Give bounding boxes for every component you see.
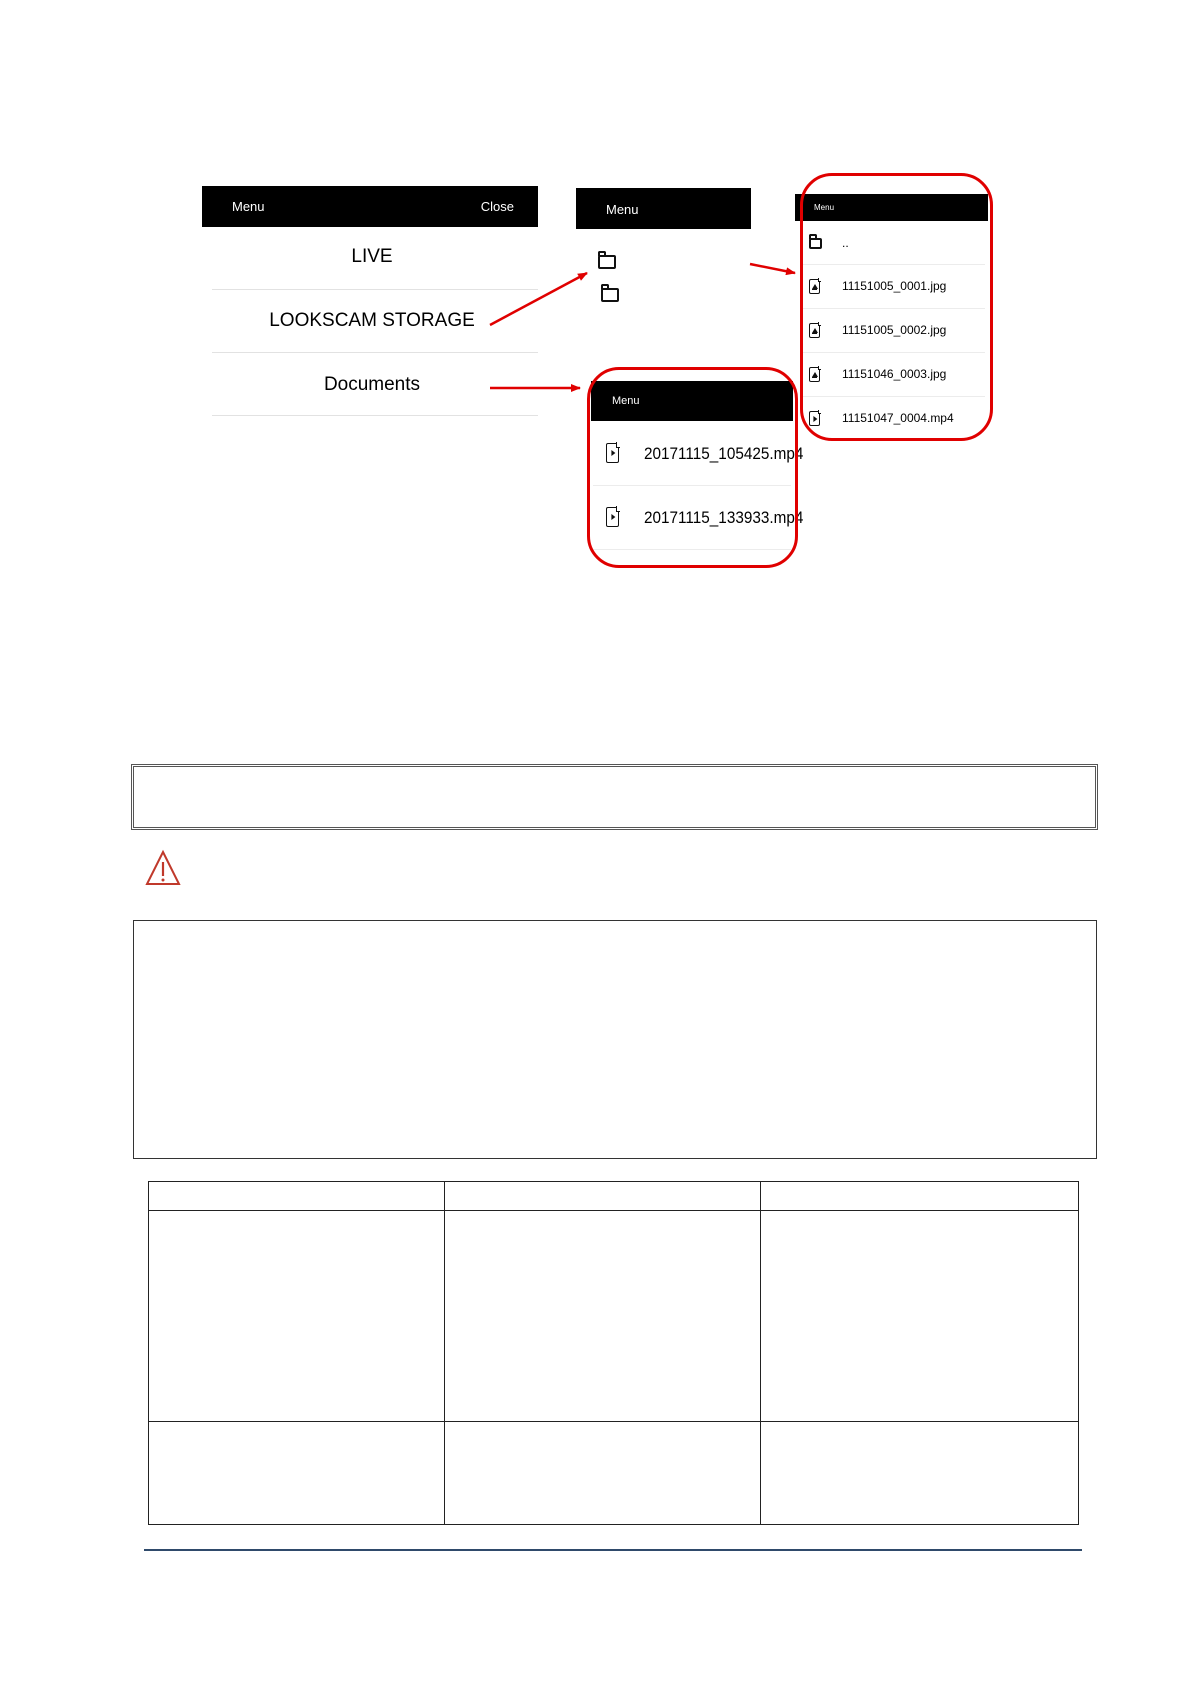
table-header-row <box>149 1182 1079 1211</box>
table-cell <box>445 1182 761 1211</box>
arrow-folders-to-files <box>750 264 795 273</box>
table-cell <box>445 1211 761 1422</box>
table-row <box>149 1211 1079 1422</box>
table-row <box>149 1422 1079 1525</box>
file-name: 11151047_0004.mp4 <box>842 411 954 425</box>
file-name: 11151005_0001.jpg <box>842 279 947 293</box>
annotation-arrows <box>0 0 1191 700</box>
table-cell <box>761 1422 1079 1525</box>
parent-folder-label: .. <box>842 236 849 250</box>
menu-button[interactable]: Menu <box>814 203 835 212</box>
file-name: 20171115_105425.mp4 <box>644 444 804 463</box>
table-cell <box>149 1211 445 1422</box>
menu-button[interactable]: Menu <box>232 199 265 214</box>
menu-item-lookscam-storage[interactable]: LOOKSCAM STORAGE <box>269 310 475 331</box>
file-name: 11151046_0003.jpg <box>842 367 947 381</box>
warning-triangle-icon <box>144 849 182 887</box>
arrow-storage-to-folders <box>490 273 587 325</box>
menu-button[interactable]: Menu <box>606 202 639 217</box>
menu-button[interactable]: Menu <box>612 395 640 407</box>
file-name: 11151005_0002.jpg <box>842 323 947 337</box>
warning-note-box <box>133 920 1097 1159</box>
section-heading-box <box>131 764 1098 830</box>
table-cell <box>149 1182 445 1211</box>
menu-item-live[interactable]: LIVE <box>351 246 393 267</box>
table-cell <box>445 1422 761 1525</box>
spec-table <box>148 1181 1079 1525</box>
file-name: 20171115_133933.mp4 <box>644 508 804 527</box>
table-cell <box>761 1211 1079 1422</box>
menu-item-documents[interactable]: Documents <box>323 374 421 395</box>
table-cell <box>761 1182 1079 1211</box>
footer-rule <box>144 1549 1082 1551</box>
table-cell <box>149 1422 445 1525</box>
close-button[interactable]: Close <box>480 199 514 214</box>
